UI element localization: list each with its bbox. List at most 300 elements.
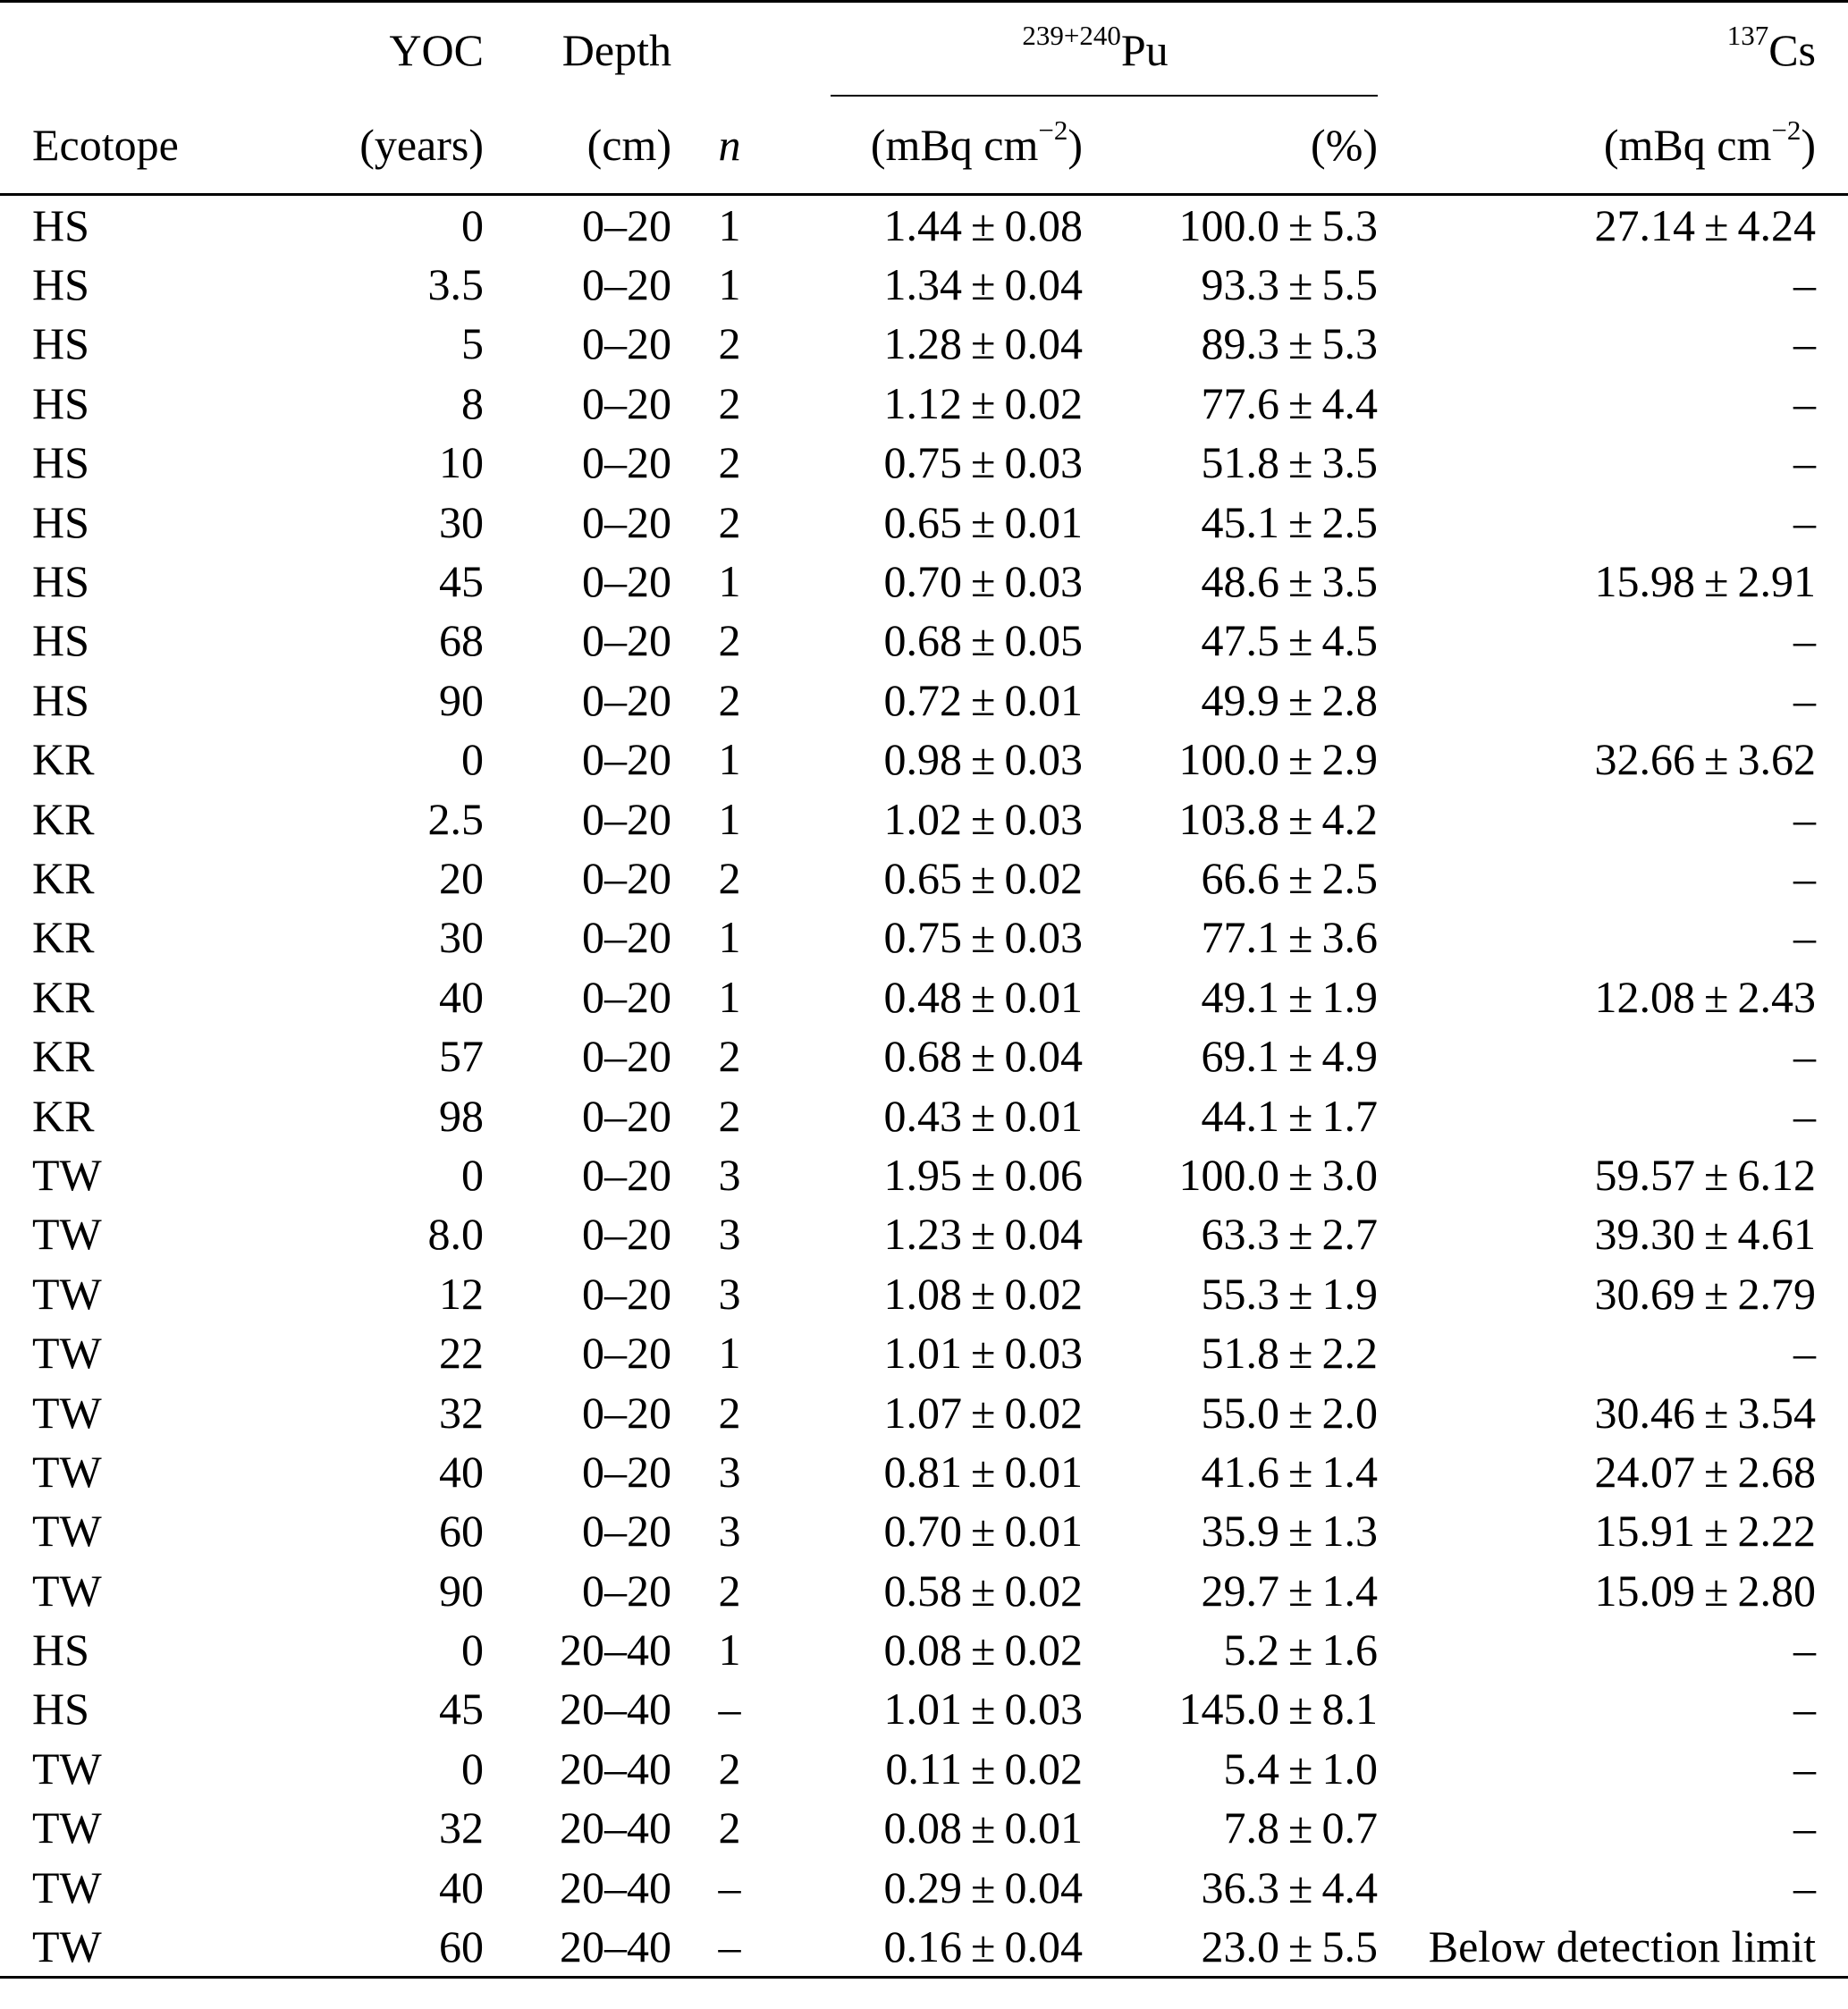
cell-pu-percent	[1083, 374, 1403, 433]
cell-ecotope: KR	[32, 912, 95, 963]
cell-cs-activity	[1403, 1145, 1848, 1204]
cell-cs-activity-uncertainty: 2.68	[1737, 1446, 1816, 1497]
plus-minus-sign: ±	[1288, 437, 1313, 488]
cell-pu-activity-value: 0.75	[883, 437, 963, 488]
plus-minus-sign: ±	[971, 318, 996, 369]
cell-pu-activity-uncertainty: 0.03	[1004, 556, 1083, 607]
cell-ecotope: KR	[32, 971, 95, 1022]
cell-n: 2	[718, 496, 741, 547]
cell-pu-percent	[1083, 194, 1403, 255]
cell-pu-activity-value: 0.70	[883, 1506, 963, 1557]
cell-depth: 0–20	[582, 852, 671, 903]
header-pu-unit-sup: −2	[1038, 114, 1068, 146]
cell-pu-percent-value: 69.1	[1201, 1031, 1280, 1082]
cell-pu-activity-value: 0.75	[883, 912, 963, 963]
cell-pu-percent-uncertainty: 1.9	[1321, 971, 1378, 1022]
cell-pu-activity-value: 0.70	[883, 556, 963, 607]
cell-cs-activity-uncertainty: 4.61	[1737, 1209, 1816, 1260]
cell-pu-activity-uncertainty: 0.02	[1004, 1565, 1083, 1616]
cell-depth: 0–20	[582, 1090, 671, 1141]
cell-pu-activity	[788, 194, 1083, 255]
cell-pu-activity	[788, 1560, 1083, 1619]
cell-pu-activity-value: 0.16	[883, 1921, 963, 1972]
cell-pu-percent-value: 77.1	[1201, 912, 1280, 963]
cell-pu-percent	[1083, 730, 1403, 789]
header-row-1	[0, 4, 1848, 97]
cell-pu-activity-uncertainty: 0.02	[1004, 1268, 1083, 1319]
cell-pu-percent-uncertainty: 8.1	[1321, 1684, 1378, 1735]
cell-depth: 0–20	[582, 1268, 671, 1319]
cell-cs-activity: –	[1793, 1625, 1816, 1676]
header-row-2	[0, 97, 1848, 195]
cell-pu-activity-uncertainty: 0.01	[1004, 1506, 1083, 1557]
cell-n: 2	[718, 1802, 741, 1853]
plus-minus-sign: ±	[971, 556, 996, 607]
cell-n: 2	[718, 318, 741, 369]
cell-cs-activity: –	[1793, 377, 1816, 428]
cell-pu-percent	[1083, 1204, 1403, 1263]
plus-minus-sign: ±	[1704, 1506, 1729, 1557]
cell-cs-activity: –	[1793, 1090, 1816, 1141]
cell-cs-activity-uncertainty: 2.80	[1737, 1565, 1816, 1616]
cell-cs-activity	[1403, 1560, 1848, 1619]
cell-pu-percent-uncertainty: 2.7	[1321, 1209, 1378, 1260]
plus-minus-sign: ±	[1288, 912, 1313, 963]
cell-cs-activity	[1403, 1442, 1848, 1501]
cell-pu-activity-value: 1.23	[883, 1209, 963, 1260]
header-cs	[1403, 4, 1848, 97]
table-row	[0, 967, 1848, 1026]
plus-minus-sign: ±	[1704, 1149, 1729, 1200]
cell-ecotope: TW	[32, 1861, 102, 1912]
cell-pu-activity-value: 0.29	[883, 1861, 963, 1912]
cell-pu-percent	[1083, 255, 1403, 314]
cell-cs-activity: –	[1793, 437, 1816, 488]
header-pu-pct: (%)	[1083, 97, 1403, 195]
cell-pu-percent	[1083, 1739, 1403, 1798]
cell-cs-activity	[1403, 1501, 1848, 1560]
cell-pu-percent-value: 63.3	[1201, 1209, 1280, 1260]
cell-pu-percent-value: 77.6	[1201, 377, 1280, 428]
cell-pu-activity-uncertainty: 0.02	[1004, 377, 1083, 428]
cell-ecotope: HS	[32, 377, 89, 428]
cell-cs-activity: –	[1793, 793, 1816, 844]
cell-pu-activity	[788, 1382, 1083, 1441]
cell-pu-activity	[788, 1204, 1083, 1263]
cell-pu-activity-value: 1.12	[883, 377, 963, 428]
plus-minus-sign: ±	[1288, 971, 1313, 1022]
cell-yoc: 0	[461, 199, 484, 250]
plus-minus-sign: ±	[1288, 1802, 1313, 1853]
plus-minus-sign: ±	[971, 852, 996, 903]
cell-pu-activity-uncertainty: 0.03	[1004, 1684, 1083, 1735]
cell-cs-activity-uncertainty: 4.24	[1737, 199, 1816, 250]
cell-pu-percent-value: 47.5	[1201, 615, 1280, 666]
cell-cs-activity-value: 15.91	[1594, 1506, 1696, 1557]
cell-pu-percent-value: 145.0	[1178, 1684, 1280, 1735]
header-yoc: YOC	[389, 24, 484, 75]
cell-ecotope: KR	[32, 1031, 95, 1082]
cell-cs-activity: –	[1793, 259, 1816, 310]
cell-n: 3	[718, 1268, 741, 1319]
plus-minus-sign: ±	[1288, 1625, 1313, 1676]
cell-ecotope: TW	[32, 1565, 102, 1616]
cell-cs-activity: –	[1793, 1743, 1816, 1794]
cell-pu-activity-value: 1.07	[883, 1387, 963, 1438]
cell-pu-percent-value: 51.8	[1201, 1328, 1280, 1379]
cell-pu-percent-uncertainty: 2.9	[1321, 734, 1378, 785]
cell-pu-activity	[788, 1917, 1083, 1978]
cell-pu-activity-value: 1.95	[883, 1149, 963, 1200]
cell-n: 2	[718, 1565, 741, 1616]
plus-minus-sign: ±	[1288, 852, 1313, 903]
cell-pu-percent	[1083, 1501, 1403, 1560]
plus-minus-sign: ±	[971, 1565, 996, 1616]
cell-pu-activity-value: 1.08	[883, 1268, 963, 1319]
cell-yoc: 40	[439, 1446, 484, 1497]
cell-cs-activity-value: 27.14	[1594, 199, 1696, 250]
cell-pu-percent-value: 100.0	[1178, 734, 1280, 785]
cell-cs-activity	[1403, 1382, 1848, 1441]
cell-pu-percent-uncertainty: 3.5	[1321, 556, 1378, 607]
cell-pu-activity-uncertainty: 0.03	[1004, 734, 1083, 785]
cell-pu-percent-value: 36.3	[1201, 1861, 1280, 1912]
plus-minus-sign: ±	[971, 1090, 996, 1141]
cell-yoc: 30	[439, 912, 484, 963]
cell-pu-percent	[1083, 1382, 1403, 1441]
cell-cs-activity: –	[1793, 1031, 1816, 1082]
cell-yoc: 98	[439, 1090, 484, 1141]
table-row	[0, 433, 1848, 492]
plus-minus-sign: ±	[971, 496, 996, 547]
cell-pu-percent	[1083, 492, 1403, 551]
cell-cs-activity	[1403, 730, 1848, 789]
table-row	[0, 907, 1848, 967]
cell-pu-percent	[1083, 1442, 1403, 1501]
cell-cs-activity-uncertainty: 3.62	[1737, 734, 1816, 785]
cell-pu-percent-value: 29.7	[1201, 1565, 1280, 1616]
plus-minus-sign: ±	[971, 377, 996, 428]
cell-pu-percent-value: 51.8	[1201, 437, 1280, 488]
cell-pu-percent	[1083, 671, 1403, 730]
cell-pu-percent-value: 45.1	[1201, 496, 1280, 547]
cell-pu-percent	[1083, 1917, 1403, 1978]
cell-ecotope: TW	[32, 1209, 102, 1260]
cell-pu-percent-uncertainty: 1.4	[1321, 1446, 1378, 1497]
cell-yoc: 32	[439, 1387, 484, 1438]
cell-depth: 20–40	[560, 1625, 671, 1676]
plus-minus-sign: ±	[1288, 1090, 1313, 1141]
cell-pu-percent-uncertainty: 2.5	[1321, 852, 1378, 903]
cell-depth: 0–20	[582, 1328, 671, 1379]
table-row	[0, 1026, 1848, 1085]
cell-depth: 0–20	[582, 1031, 671, 1082]
plus-minus-sign: ±	[1288, 1031, 1313, 1082]
cell-cs-activity	[1403, 552, 1848, 611]
cell-ecotope: KR	[32, 734, 95, 785]
cell-cs-activity-value: 39.30	[1594, 1209, 1696, 1260]
cell-depth: 0–20	[582, 615, 671, 666]
plus-minus-sign: ±	[1704, 1209, 1729, 1260]
plus-minus-sign: ±	[971, 971, 996, 1022]
cell-pu-activity-value: 1.34	[883, 259, 963, 310]
cell-cs-activity: –	[1793, 1328, 1816, 1379]
cell-depth: 0–20	[582, 437, 671, 488]
cell-pu-activity-value: 1.02	[883, 793, 963, 844]
cell-yoc: 3.5	[427, 259, 484, 310]
cell-pu-percent-value: 5.4	[1223, 1743, 1280, 1794]
cell-pu-activity	[788, 848, 1083, 907]
cell-yoc: 0	[461, 1625, 484, 1676]
header-pu	[788, 4, 1403, 97]
cell-pu-percent-value: 49.1	[1201, 971, 1280, 1022]
cell-pu-activity	[788, 492, 1083, 551]
cell-pu-percent	[1083, 907, 1403, 967]
cell-yoc: 0	[461, 734, 484, 785]
cell-ecotope: HS	[32, 496, 89, 547]
plus-minus-sign: ±	[971, 259, 996, 310]
cell-depth: 0–20	[582, 674, 671, 725]
plus-minus-sign: ±	[1288, 318, 1313, 369]
cell-pu-activity-value: 0.72	[883, 674, 963, 725]
cell-pu-activity-uncertainty: 0.04	[1004, 318, 1083, 369]
table-row	[0, 1145, 1848, 1204]
table-header	[0, 2, 1848, 195]
cell-cs-activity-uncertainty: 2.79	[1737, 1268, 1816, 1319]
cell-depth: 0–20	[582, 1506, 671, 1557]
cell-cs-activity-value: 12.08	[1594, 971, 1696, 1022]
plus-minus-sign: ±	[1288, 1268, 1313, 1319]
cell-n: 3	[718, 1209, 741, 1260]
cell-ecotope: KR	[32, 793, 95, 844]
cell-pu-activity-uncertainty: 0.05	[1004, 615, 1083, 666]
cell-depth: 0–20	[582, 912, 671, 963]
cell-ecotope: HS	[32, 1625, 89, 1676]
cell-yoc: 8.0	[427, 1209, 484, 1260]
cell-pu-activity-uncertainty: 0.01	[1004, 971, 1083, 1022]
table-row	[0, 255, 1848, 314]
header-cs-unit-pre: (mBq cm	[1603, 119, 1772, 170]
table-row	[0, 730, 1848, 789]
cell-pu-activity-uncertainty: 0.01	[1004, 1090, 1083, 1141]
cell-pu-activity-uncertainty: 0.06	[1004, 1149, 1083, 1200]
cell-pu-activity-value: 1.44	[883, 199, 963, 250]
cell-pu-activity-uncertainty: 0.03	[1004, 912, 1083, 963]
cell-pu-percent-uncertainty: 2.2	[1321, 1328, 1378, 1379]
plus-minus-sign: ±	[971, 1031, 996, 1082]
cell-pu-activity	[788, 1264, 1083, 1323]
cell-ecotope: TW	[32, 1268, 102, 1319]
cell-cs-activity-value: 30.69	[1594, 1268, 1696, 1319]
cell-n: 1	[718, 199, 741, 250]
cell-n: 2	[718, 615, 741, 666]
plus-minus-sign: ±	[971, 1684, 996, 1735]
cell-depth: 0–20	[582, 496, 671, 547]
table-row	[0, 1857, 1848, 1916]
plus-minus-sign: ±	[971, 1802, 996, 1853]
cell-pu-percent	[1083, 1085, 1403, 1144]
plus-minus-sign: ±	[1288, 1446, 1313, 1497]
cell-cs-activity: Below detection limit	[1403, 1917, 1848, 1978]
cell-n: 1	[718, 556, 741, 607]
cell-n: 2	[718, 852, 741, 903]
cell-cs-activity-value: 32.66	[1594, 734, 1696, 785]
cell-pu-percent-uncertainty: 1.6	[1321, 1625, 1378, 1676]
cell-pu-activity	[788, 1442, 1083, 1501]
plus-minus-sign: ±	[971, 1149, 996, 1200]
cell-depth: 0–20	[582, 1387, 671, 1438]
cell-depth: 0–20	[582, 1149, 671, 1200]
cell-n: 2	[718, 674, 741, 725]
cell-pu-percent-uncertainty: 4.4	[1321, 377, 1378, 428]
cell-cs-activity: –	[1793, 615, 1816, 666]
plus-minus-sign: ±	[1704, 1387, 1729, 1438]
cell-pu-percent-value: 49.9	[1201, 674, 1280, 725]
cell-ecotope: TW	[32, 1743, 102, 1794]
cell-cs-activity-value: 15.98	[1594, 556, 1696, 607]
plus-minus-sign: ±	[1288, 1921, 1313, 1972]
cell-pu-percent	[1083, 552, 1403, 611]
cell-pu-activity-uncertainty: 0.03	[1004, 437, 1083, 488]
cell-pu-percent-uncertainty: 1.7	[1321, 1090, 1378, 1141]
cell-pu-activity-value: 0.65	[883, 852, 963, 903]
cell-n: 2	[718, 1031, 741, 1082]
plus-minus-sign: ±	[1704, 734, 1729, 785]
cell-n: 3	[718, 1506, 741, 1557]
cell-yoc: 45	[439, 556, 484, 607]
table-row	[0, 374, 1848, 433]
cell-pu-activity-value: 0.81	[883, 1446, 963, 1497]
cell-yoc: 90	[439, 674, 484, 725]
cell-yoc: 68	[439, 615, 484, 666]
cell-pu-percent	[1083, 611, 1403, 670]
plus-minus-sign: ±	[1288, 1743, 1313, 1794]
cell-n: 2	[718, 1743, 741, 1794]
header-depth: Depth	[561, 24, 671, 75]
table-row	[0, 1679, 1848, 1738]
plus-minus-sign: ±	[1288, 1506, 1313, 1557]
cell-pu-activity	[788, 730, 1083, 789]
cell-yoc: 10	[439, 437, 484, 488]
cell-pu-percent	[1083, 1798, 1403, 1857]
plus-minus-sign: ±	[971, 615, 996, 666]
cell-depth: 0–20	[582, 1565, 671, 1616]
cell-ecotope: KR	[32, 852, 95, 903]
cell-pu-activity-value: 0.48	[883, 971, 963, 1022]
cell-pu-percent	[1083, 433, 1403, 492]
table-row	[0, 1501, 1848, 1560]
table-row	[0, 1085, 1848, 1144]
cell-pu-activity	[788, 255, 1083, 314]
cell-pu-activity-uncertainty: 0.02	[1004, 1743, 1083, 1794]
plus-minus-sign: ±	[1288, 1328, 1313, 1379]
cell-pu-activity-uncertainty: 0.01	[1004, 1802, 1083, 1853]
cell-pu-activity	[788, 1323, 1083, 1382]
cell-n: 2	[718, 437, 741, 488]
cell-pu-percent-uncertainty: 1.9	[1321, 1268, 1378, 1319]
cell-pu-activity-value: 0.68	[883, 1031, 963, 1082]
cell-ecotope: TW	[32, 1387, 102, 1438]
cell-pu-activity	[788, 671, 1083, 730]
cell-pu-percent-uncertainty: 4.4	[1321, 1861, 1378, 1912]
cell-pu-activity-value: 0.98	[883, 734, 963, 785]
pu-underline	[831, 95, 1378, 97]
plus-minus-sign: ±	[1288, 1209, 1313, 1260]
cell-depth: 20–40	[560, 1743, 671, 1794]
table-body	[0, 194, 1848, 1978]
cell-pu-activity	[788, 1620, 1083, 1679]
cell-pu-percent-value: 103.8	[1178, 793, 1280, 844]
cell-pu-percent	[1083, 1620, 1403, 1679]
cell-yoc: 57	[439, 1031, 484, 1082]
cell-pu-activity-uncertainty: 0.02	[1004, 852, 1083, 903]
cell-pu-activity-value: 0.11	[885, 1743, 963, 1794]
cell-depth: 0–20	[582, 971, 671, 1022]
plus-minus-sign: ±	[971, 1446, 996, 1497]
cell-pu-activity-uncertainty: 0.03	[1004, 793, 1083, 844]
cell-pu-percent-uncertainty: 3.5	[1321, 437, 1378, 488]
cell-ecotope: HS	[32, 437, 89, 488]
cell-pu-activity	[788, 1026, 1083, 1085]
cell-pu-percent-value: 89.3	[1201, 318, 1280, 369]
cell-yoc: 12	[439, 1268, 484, 1319]
cell-pu-percent-uncertainty: 3.0	[1321, 1149, 1378, 1200]
cell-n: 2	[718, 1387, 741, 1438]
cell-cs-activity: –	[1793, 1802, 1816, 1853]
cell-pu-activity-value: 0.65	[883, 496, 963, 547]
cell-n: –	[718, 1861, 741, 1912]
plus-minus-sign: ±	[1704, 556, 1729, 607]
table-row	[0, 552, 1848, 611]
cell-ecotope: TW	[32, 1149, 102, 1200]
cell-ecotope: KR	[32, 1090, 95, 1141]
cell-depth: 0–20	[582, 1446, 671, 1497]
cell-n: 1	[718, 971, 741, 1022]
plus-minus-sign: ±	[971, 912, 996, 963]
cell-depth: 0–20	[582, 377, 671, 428]
table-row	[0, 492, 1848, 551]
plus-minus-sign: ±	[1704, 971, 1729, 1022]
cell-ecotope: HS	[32, 199, 89, 250]
cell-n: –	[718, 1684, 741, 1735]
cell-pu-activity-uncertainty: 0.01	[1004, 496, 1083, 547]
cell-n: 1	[718, 1328, 741, 1379]
cell-pu-percent-uncertainty: 5.5	[1321, 1921, 1378, 1972]
cell-pu-percent-value: 41.6	[1201, 1446, 1280, 1497]
cell-depth: 0–20	[582, 199, 671, 250]
cell-pu-percent-value: 23.0	[1201, 1921, 1280, 1972]
cell-yoc: 2.5	[427, 793, 484, 844]
cell-pu-activity-value: 0.68	[883, 615, 963, 666]
cell-pu-percent-uncertainty: 1.0	[1321, 1743, 1378, 1794]
cell-cs-activity	[1403, 1264, 1848, 1323]
cell-n: 1	[718, 1625, 741, 1676]
cell-n: 1	[718, 793, 741, 844]
plus-minus-sign: ±	[1288, 377, 1313, 428]
cell-pu-percent-value: 5.2	[1223, 1625, 1280, 1676]
cell-pu-percent-value: 66.6	[1201, 852, 1280, 903]
table-row	[0, 611, 1848, 670]
cell-pu-activity-uncertainty: 0.04	[1004, 1921, 1083, 1972]
plus-minus-sign: ±	[971, 1625, 996, 1676]
cell-pu-activity-uncertainty: 0.04	[1004, 1209, 1083, 1260]
cell-depth: 0–20	[582, 556, 671, 607]
cell-yoc: 90	[439, 1565, 484, 1616]
plus-minus-sign: ±	[1288, 1861, 1313, 1912]
cell-pu-activity-value: 0.08	[883, 1802, 963, 1853]
cell-pu-activity-uncertainty: 0.04	[1004, 1031, 1083, 1082]
cell-depth: 0–20	[582, 1209, 671, 1260]
